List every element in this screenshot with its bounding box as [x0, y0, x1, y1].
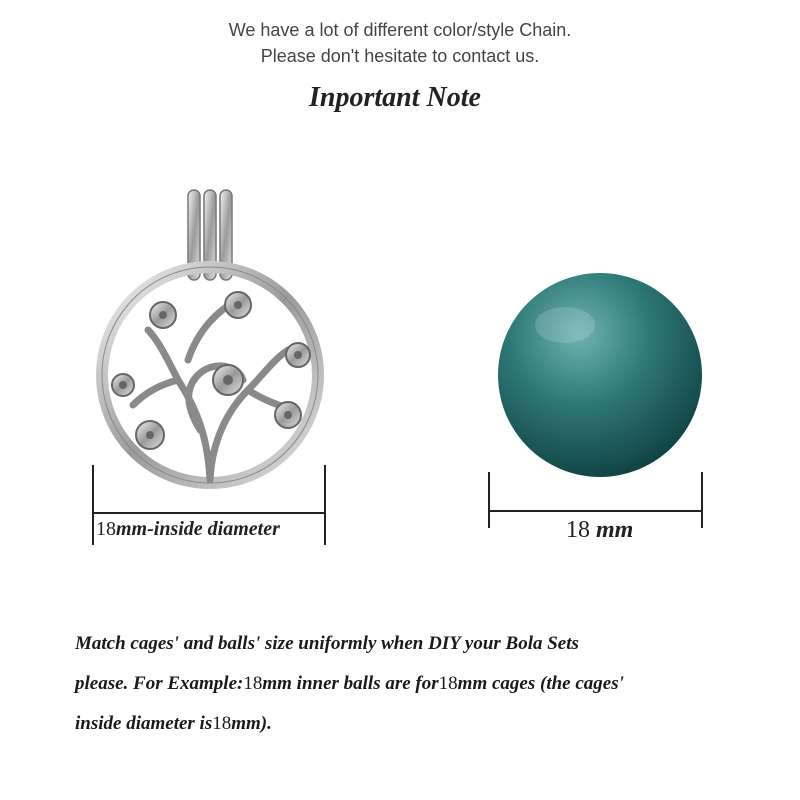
note-line-2-b: mm inner balls are for: [262, 673, 439, 694]
note-line-1: Match cages' and balls' size uniformly when DIY your Bola Sets: [75, 633, 579, 654]
left-dimension-label: [96, 518, 280, 541]
note-line-2-num-2: 18: [438, 673, 458, 694]
right-dimension-bar: [488, 510, 703, 512]
header-line-1: We have a lot of different color/style Chain.: [228, 20, 572, 40]
note-line-2: [75, 664, 775, 704]
note-line-2-a: please. For Example:: [75, 673, 244, 694]
left-dimension-tick-right: [324, 465, 326, 545]
note-line-3-b: mm).: [231, 713, 272, 734]
note-line-3-num: 18: [212, 713, 232, 734]
size-note: [75, 624, 775, 744]
right-dimension-text: mm: [596, 517, 634, 543]
right-dimension-tick-right: [701, 472, 703, 528]
right-dimension-label: [566, 517, 633, 544]
header-line-2: Please don't hesitate to contact us.: [260, 46, 540, 66]
right-dimension-number: 18: [566, 517, 596, 543]
note-line-2-c: mm cages (the cages': [457, 673, 624, 694]
left-dimension-bar: [92, 512, 325, 514]
bola-ball-image: [495, 270, 705, 480]
note-line-3-a: inside diameter is: [75, 713, 213, 734]
cage-pendant-image: [88, 180, 328, 500]
page-title: Inportant Note: [309, 82, 481, 113]
note-line-2-num-1: 18: [243, 673, 263, 694]
right-dimension-tick-left: [488, 472, 490, 528]
left-dimension-tick-left: [92, 465, 94, 545]
left-dimension-number: 18: [96, 518, 116, 540]
left-dimension-text: mm-inside diameter: [116, 518, 280, 540]
note-line-3: [75, 704, 775, 744]
